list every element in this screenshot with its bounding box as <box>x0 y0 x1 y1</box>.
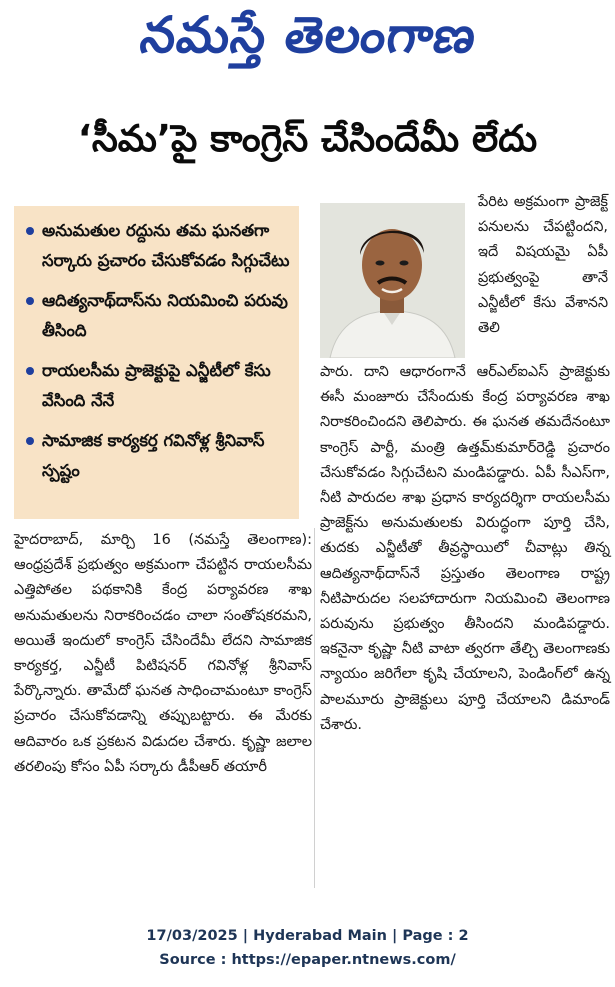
highlight-item <box>26 216 291 276</box>
highlight-item <box>26 426 291 486</box>
bullet-icon <box>26 367 34 375</box>
highlights-box <box>14 206 299 519</box>
body-column-left: హైదరాబాద్‌, మార్చి 16 (నమస్తే తెలంగాణ): ఆంధ్రప్రదేశ్‌ ప్రభుత్వం అక్రమంగా చేపట్టిన రాయలసీమ ఎత్తిపోతల పథకానికి కేంద్ర పర్యావరణ శాఖ అనుమతులను నిరాకరించడం చాలా సంతోషకరమని, అయితే ఇందులో కాంగ్రెస్‌ చేసిందేమీ లేదని సామాజిక కార్యకర్త, ఎన్జీటీ పిటిషనర్‌ గవినోళ్ల శ్రీనివాస్‌ పేర్కొన్నారు. తామేదో ఘనత సాధించామంటూ కాంగ్రెస్‌ ప్రచారం చేసుకోవడాన్ని తప్పుబట్టారు. ఈ మేరకు ఆదివారం ఒక ప్రకటన విడుదల చేశారు. కృష్ణా జలాల తరలింపు కోసం ఏపీ సర్కారు డీపీఆర్‌ తయారీ <box>14 532 312 775</box>
bullet-icon <box>26 437 34 445</box>
column-divider <box>314 528 315 888</box>
footer-edition-line: 17/03/2025 | Hyderabad Main | Page : 2 <box>146 928 469 944</box>
headline <box>0 112 615 174</box>
headline-text: ‘సీమ’పై కాంగ్రెస్‌ చేసిందేమీ లేదు <box>77 117 538 160</box>
bullet-icon <box>26 297 34 305</box>
masthead-title: నమస్తే తెలంగాణ <box>136 5 481 64</box>
body-column-photo-side: పేరిట అక్రమంగా ప్రాజెక్ట్‌ పనులను చేపట్టిందని, ఇదే విషయమై ఏపీ ప్రభుత్వంపై తానే ఎన్జీటీలో కేసు వేశానని తెలి <box>478 194 608 337</box>
person-photo <box>320 203 465 358</box>
highlight-item <box>26 286 291 346</box>
body-column-right: పారు. దాని ఆధారంగానే ఆర్‌ఎల్‌ఐఎస్‌ ప్రాజెక్టుకు ఈసీ మంజూరు చేసేందుకు కేంద్ర పర్యావరణ శాఖ నిరాకరించిందని తెలిపారు. ఈ ఘనత తమదేనంటూ కాంగ్రెస్‌ పార్టీ, మంత్రి ఉత్తమ్‌కుమార్‌రెడ్డి ప్రచారం చేసుకోవడం సిగ్గుచేటని మండిపడ్డారు. ఏపీ సీఎస్‌గా, నీటి పారుదల శాఖ ప్రధాన కార్యదర్శిగా రాయలసీమ ప్రాజెక్ట్‌ను అనుమతులకు విరుద్ధంగా పూర్తి చేసి, తుదకు ఎన్జీటీతో తీవ్రస్థాయిలో చీవాట్లు తిన్న ఆదిత్యనాథ్‌దాస్‌నే ప్రస్తుతం తెలంగాణ రాష్ట్ర నీటిపారుదల సలహాదారుగా నియమించి తెలంగాణ పరువును ప్రభుత్వం తీసిందని మండిపడ్డారు. ఇకనైనా కృష్ణా నీటి వాటా త్వరగా తేల్చి తెలంగాణకు న్యాయం జరిగేలా కృషి చేయాలని, పెండింగ్‌లో ఉన్న పాలమూరు ప్రాజెక్టులు పూర్తి చేయాలని డిమాండ్‌ చేశారు. <box>320 364 610 733</box>
highlight-text: అనుమతుల రద్దును తమ ఘనతగా సర్కారు ప్రచారం చేసుకోవడం సిగ్గుచేటు <box>42 221 290 270</box>
highlight-text: సామాజిక కార్యకర్త గవినోళ్ల శ్రీనివాస్‌ స్పష్టం <box>42 431 265 480</box>
footer <box>0 924 615 972</box>
highlight-item <box>26 356 291 416</box>
portrait-icon <box>320 203 465 358</box>
footer-source-link[interactable]: Source : https://epaper.ntnews.com/ <box>159 952 456 968</box>
masthead <box>0 0 615 82</box>
highlight-text: రాయలసీమ ప్రాజెక్టుపై ఎన్జీటీలో కేసు వేసింది నేనే <box>42 361 271 410</box>
bullet-icon <box>26 227 34 235</box>
highlight-text: ఆదిత్యనాథ్‌దాస్‌ను నియమించి పరువు తీసింది <box>42 291 288 340</box>
